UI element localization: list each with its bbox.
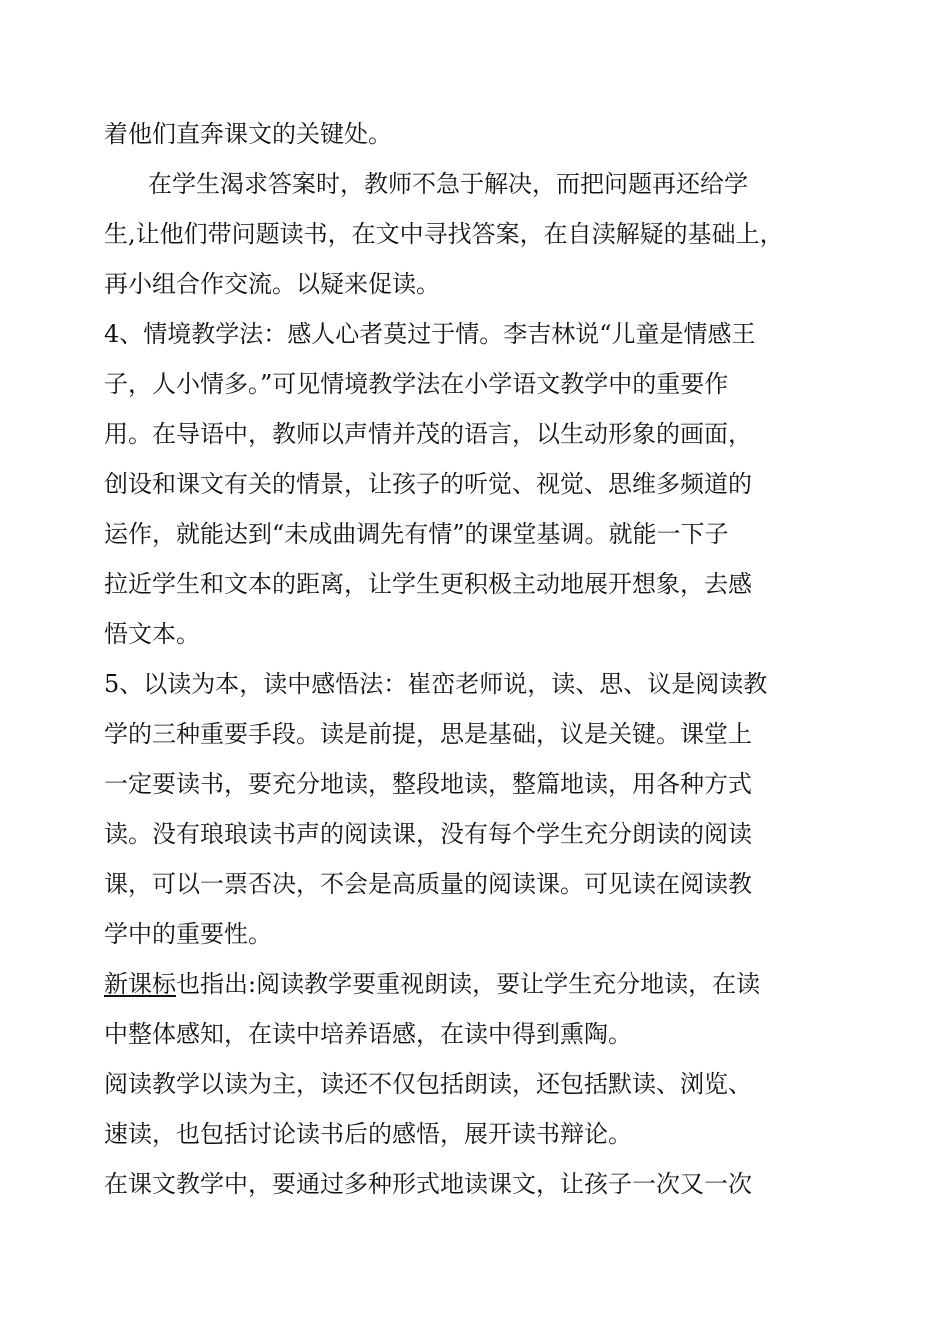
text-line: 用。在导语中，教师以声情并茂的语言，以生动形象的画面，	[104, 420, 752, 448]
text-line: 创设和课文有关的情景，让孩子的听觉、视觉、思维多频道的	[104, 470, 752, 498]
text-line: 5、以读为本，读中感悟法：崔峦老师说，读、思、议是阅读教	[104, 670, 768, 698]
text-line: 子，人小情多。”可见情境教学法在小学语文教学中的重要作	[104, 370, 729, 398]
text-line: 速读，也包括讨论读书后的感悟，展开读书辩论。	[104, 1120, 632, 1148]
text-line: 悟文本。	[104, 620, 200, 648]
text-line: 读。没有琅琅读书声的阅读课，没有每个学生充分朗读的阅读	[104, 820, 752, 848]
text-line: 4、情境教学法：感人心者莫过于情。李吉林说“儿童是情感王	[104, 320, 756, 348]
text-line: 一定要读书，要充分地读，整段地读，整篇地读，用各种方式	[104, 770, 752, 798]
text-line: 学的三种重要手段。读是前提，思是基础，议是关键。课堂上	[104, 720, 752, 748]
text-line: 运作，就能达到“未成曲调先有情”的课堂基调。就能一下子	[104, 520, 729, 548]
text-line: 课，可以一票否决，不会是高质量的阅读课。可见读在阅读教	[104, 870, 752, 898]
text-line-rest: 也指出:阅读教学要重视朗读，要让学生充分地读，在读	[176, 970, 761, 998]
text-line: 再小组合作交流。以疑来促读。	[104, 270, 440, 298]
underlined-term-link[interactable]: 新课标	[104, 970, 176, 998]
text-line: 生,让他们带问题读书，在文中寻找答案，在自渎解疑的基础上，	[104, 220, 784, 248]
text-line	[104, 968, 760, 1000]
text-line: 在课文教学中，要通过多种形式地读课文，让孩子一次又一次	[104, 1170, 752, 1198]
text-line: 在学生渴求答案时，教师不急于解决，而把问题再还给学	[148, 170, 748, 198]
text-line: 着他们直奔课文的关键处。	[104, 120, 392, 148]
text-line: 学中的重要性。	[104, 920, 272, 948]
text-line: 阅读教学以读为主，读还不仅包括朗读，还包括默读、浏览、	[104, 1070, 752, 1098]
text-line: 拉近学生和文本的距离，让学生更积极主动地展开想象，去感	[104, 570, 752, 598]
text-line: 中整体感知，在读中培养语感，在读中得到熏陶。	[104, 1020, 632, 1048]
